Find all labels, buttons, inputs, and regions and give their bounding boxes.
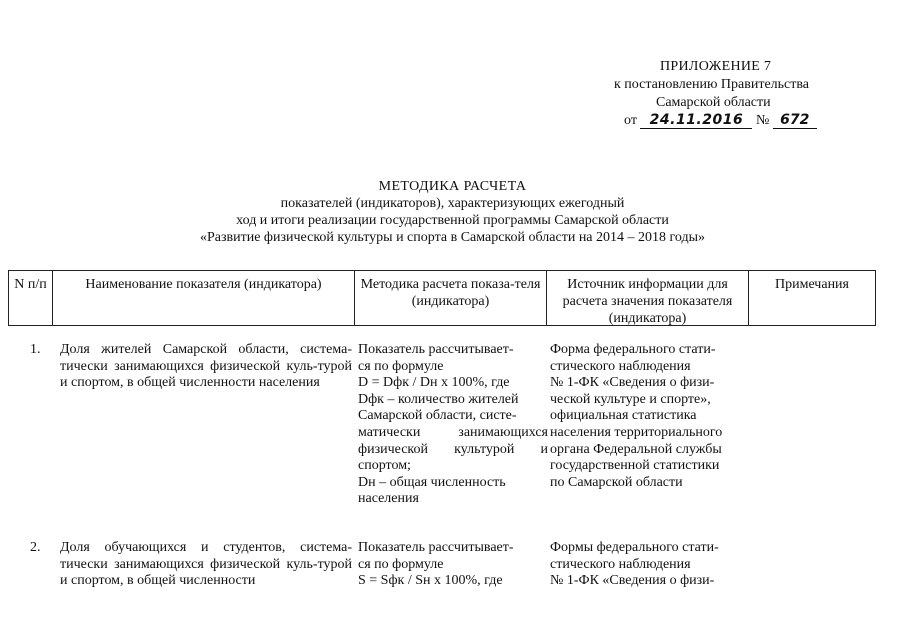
method-line: спортом;: [358, 458, 411, 474]
row-method: [358, 540, 548, 590]
appendix-region-line: Самарской области: [656, 95, 771, 110]
source-line: ческой культуре и спорте»,: [550, 391, 711, 407]
handwritten-date: 24.11.2016: [640, 112, 752, 129]
appendix-date-line: [624, 112, 817, 130]
source-line: № 1-ФК «Сведения о физи-: [550, 573, 715, 589]
heading-line: показателей (индикаторов), характеризующих ежегодный: [280, 196, 625, 211]
method-line: Dфк – количество жителей: [358, 391, 519, 407]
row-indicator-name: Доля жителей Самарской области, система-тически занимающихся физической куль-турой и спортом, в общей численности населения: [60, 342, 352, 391]
header-cell-name: Наименование показателя (индикатора): [53, 271, 355, 325]
row-number: 1.: [30, 342, 41, 357]
heading-block: [0, 178, 905, 246]
heading-line: «Развитие физической культуры и спорта в Самарской области на 2014 – 2018 годы»: [199, 230, 706, 245]
source-line: государственной статистики: [550, 458, 720, 474]
header-cell-source: Источник информации для расчета значения показателя (индикатора): [547, 271, 749, 325]
method-line: D = Dфк / Dн х 100%, где: [358, 375, 510, 391]
row-source: [550, 540, 750, 590]
number-prefix: №: [755, 113, 770, 128]
heading-title: МЕТОДИКА РАСЧЕТА: [378, 179, 527, 194]
appendix-title: ПРИЛОЖЕНИЕ 7: [660, 59, 772, 74]
source-line: официальная статистика: [550, 408, 697, 424]
method-line: матически занимающихся: [358, 424, 548, 440]
method-line: Dн – общая численность: [358, 474, 506, 490]
heading-line: ход и итоги реализации государственной программы Самарской области: [236, 213, 669, 228]
source-line: Форма федерального стати-: [550, 342, 716, 357]
row-indicator-name: Доля обучающихся и студентов, система-тически занимающихся физической куль-турой и спортом, в общей численности: [60, 540, 352, 589]
source-line: органа Федеральной службы: [550, 441, 722, 457]
table-header: [8, 270, 876, 326]
row-method: [358, 342, 548, 508]
method-line: Показатель рассчитывает-: [358, 540, 514, 555]
method-line: ся по формуле: [358, 358, 444, 374]
method-line: Самарской области, систе-: [358, 408, 517, 424]
source-line: № 1-ФК «Сведения о физи-: [550, 375, 715, 391]
handwritten-number: 672: [773, 112, 817, 129]
source-line: Формы федерального стати-: [550, 540, 719, 555]
method-line: населения: [358, 491, 419, 507]
header-cell-method: Методика расчета показа-теля (индикатора): [355, 271, 547, 325]
source-line: населения территориального: [550, 424, 723, 440]
source-line: стического наблюдения: [550, 556, 691, 572]
header-cell-notes: Примечания: [774, 277, 849, 292]
source-line: по Самарской области: [550, 474, 683, 490]
method-line: Показатель рассчитывает-: [358, 342, 514, 357]
appendix-resolution-line: к постановлению Правительства: [614, 77, 810, 92]
row-source: [550, 342, 750, 491]
method-line: S = Sфк / Sн х 100%, где: [358, 573, 503, 589]
row-number: 2.: [30, 540, 41, 555]
method-line: ся по формуле: [358, 556, 444, 572]
date-prefix: от: [624, 113, 637, 128]
method-line: физической культурой и: [358, 441, 548, 457]
header-cell-number: N п/п: [9, 271, 53, 325]
source-line: стического наблюдения: [550, 358, 691, 374]
